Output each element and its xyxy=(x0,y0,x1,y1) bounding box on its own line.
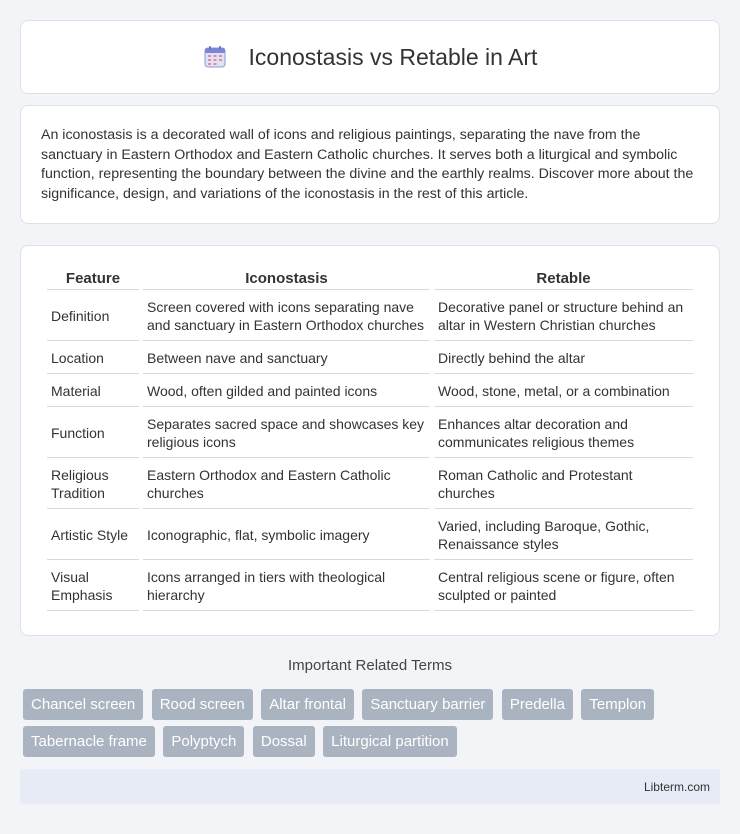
feature-cell: Function xyxy=(47,409,139,458)
iconostasis-cell: Separates sacred space and showcases key religious icons xyxy=(143,409,430,458)
related-term-tag[interactable]: Tabernacle frame xyxy=(23,726,155,757)
title-card xyxy=(20,20,720,94)
retable-cell: Wood, stone, metal, or a combination xyxy=(434,376,693,407)
calendar-icon xyxy=(203,45,227,69)
related-term-tag[interactable]: Dossal xyxy=(253,726,315,757)
intro-card xyxy=(20,105,720,224)
related-term-tag[interactable]: Liturgical partition xyxy=(323,726,457,757)
table-row xyxy=(47,511,693,560)
table-row xyxy=(47,460,693,509)
related-term-tag[interactable]: Altar frontal xyxy=(261,689,354,720)
table-row xyxy=(47,562,693,611)
comparison-table xyxy=(43,264,697,613)
footer-site-link[interactable]: Libterm.com xyxy=(643,780,710,794)
retable-cell: Varied, including Baroque, Gothic, Renaissance styles xyxy=(434,511,693,560)
related-term-tag[interactable]: Polyptych xyxy=(163,726,244,757)
intro-text: An iconostasis is a decorated wall of icons and religious paintings, separating the nave from the sanctuary in Eastern Orthodox and Eastern Catholic churches. It serves both a liturgical and symbolic function, representing the boundary between the divine and the earthly realms. Discover more about the significance, design, and variations of the iconostasis in the rest of this article. xyxy=(41,127,694,202)
retable-cell: Enhances altar decoration and communicates religious themes xyxy=(434,409,693,458)
iconostasis-cell: Iconographic, flat, symbolic imagery xyxy=(143,511,430,560)
footer xyxy=(20,769,720,804)
related-term-tag[interactable]: Predella xyxy=(502,689,573,720)
retable-cell: Directly behind the altar xyxy=(434,343,693,374)
related-term-tag[interactable]: Chancel screen xyxy=(23,689,143,720)
feature-cell: Material xyxy=(47,376,139,407)
page-title: Iconostasis vs Retable in Art xyxy=(248,43,538,70)
iconostasis-cell: Wood, often gilded and painted icons xyxy=(143,376,430,407)
feature-cell: Visual Emphasis xyxy=(47,562,139,611)
table-row xyxy=(47,343,693,374)
feature-cell: Religious Tradition xyxy=(47,460,139,509)
related-term-tag[interactable]: Rood screen xyxy=(152,689,253,720)
table-row xyxy=(47,292,693,341)
header-iconostasis: Iconostasis xyxy=(143,266,430,290)
retable-cell: Decorative panel or structure behind an altar in Western Christian churches xyxy=(434,292,693,341)
related-term-tag[interactable]: Templon xyxy=(581,689,654,720)
related-term-tag[interactable]: Sanctuary barrier xyxy=(362,689,493,720)
feature-cell: Location xyxy=(47,343,139,374)
related-terms-list xyxy=(23,689,717,763)
comparison-card xyxy=(20,245,720,636)
retable-cell: Central religious scene or figure, often sculpted or painted xyxy=(434,562,693,611)
header-feature: Feature xyxy=(47,266,139,290)
header-retable: Retable xyxy=(434,266,693,290)
feature-cell: Definition xyxy=(47,292,139,341)
related-terms-title: Important Related Terms xyxy=(288,657,452,674)
table-header-row xyxy=(47,266,693,290)
table-row xyxy=(47,409,693,458)
iconostasis-cell: Screen covered with icons separating nave and sanctuary in Eastern Orthodox churches xyxy=(143,292,430,341)
table-row xyxy=(47,376,693,407)
iconostasis-cell: Eastern Orthodox and Eastern Catholic churches xyxy=(143,460,430,509)
iconostasis-cell: Between nave and sanctuary xyxy=(143,343,430,374)
feature-cell: Artistic Style xyxy=(47,511,139,560)
iconostasis-cell: Icons arranged in tiers with theological hierarchy xyxy=(143,562,430,611)
retable-cell: Roman Catholic and Protestant churches xyxy=(434,460,693,509)
